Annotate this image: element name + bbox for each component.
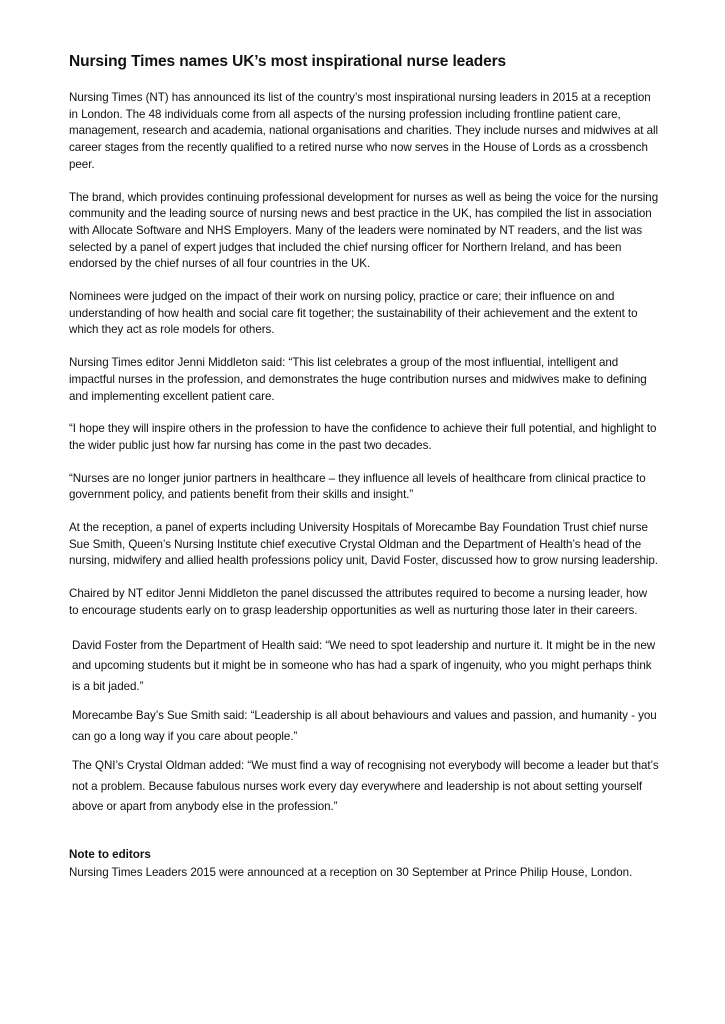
quote-david-foster: David Foster from the Department of Health said: “We need to spot leadership and nurture it. It might be in the new and upcoming students but it might be in someone who has had a spark of ingenuity, who you might perhaps think is a bit jaded.” (72, 638, 656, 693)
document-page (69, 52, 659, 883)
paragraph-inspire-quote: “I hope they will inspire others in the profession to have the confidence to achieve their full potential, and highlight to the wider public just how far nursing has come in the past two decades. (69, 422, 657, 452)
paragraph-partners-quote: “Nurses are no longer junior partners in healthcare – they influence all levels of healthcare from clinical practice to government policy, and patients benefit from their skills and insight.” (69, 471, 646, 502)
paragraph-reception: At the reception, a panel of experts including University Hospitals of Morecambe Bay Foundation Trust chief nurse Sue Smith, Queen’s Nursing Institute chief executive Crystal Oldman and the Department of Health’s head of the nursing, midwifery and allied health professions policy unit, David Foster, discussed how to grow nursing leadership. (69, 521, 658, 568)
document-title: Nursing Times names UK’s most inspirational nurse leaders (69, 53, 507, 70)
paragraph-panel: Chaired by NT editor Jenni Middleton the panel discussed the attributes required to become a nursing leader, how to encourage students early on to grasp leadership opportunities as well as nurturing those later in their careers. (69, 587, 648, 617)
panel-quotes (72, 636, 659, 818)
paragraph-brand: The brand, which provides continuing professional development for nurses as well as being the voice for the nursing community and the leading source of nursing news and best practice in the UK, has compiled the list in association with Allocate Software and NHS Employers. Many of the leaders were nominated by NT readers, and the list was selected by a panel of expert judges that included the chief nursing officer for Northern Ireland, and has been endorsed by the chief nurses of all four countries in the UK. (69, 190, 659, 271)
note-body: Nursing Times Leaders 2015 were announced at a reception on 30 September at Prince Philip House, London. (69, 865, 633, 879)
quote-sue-smith: Morecambe Bay’s Sue Smith said: “Leadership is all about behaviours and values and passion, and humanity - you can go a long way if you care about people.” (72, 709, 657, 743)
note-to-editors (69, 846, 659, 883)
note-heading: Note to editors (69, 847, 151, 861)
paragraph-nominees: Nominees were judged on the impact of their work on nursing policy, practice or care; their influence on and understanding of how health and social care fit together; the sustainability of their achievement and the extent to which they act as role models for others. (69, 290, 638, 337)
paragraph-editor-quote: Nursing Times editor Jenni Middleton said: “This list celebrates a group of the most influential, intelligent and impactful nurses in the profession, and demonstrates the huge contribution nurses and midwives make to defining and implementing excellent patient care. (69, 356, 647, 403)
quote-crystal-oldman: The QNI’s Crystal Oldman added: “We must find a way of recognising not everybody will become a leader but that’s not a problem. Because fabulous nurses work every day everywhere and leadership is not about setting yourself above or apart from anybody else in the profession.” (72, 759, 659, 814)
paragraph-announcement: Nursing Times (NT) has announced its list of the country’s most inspirational nursing leaders in 2015 at a reception in London. The 48 individuals come from all aspects of the nursing profession including frontline patient care, management, research and academia, national organisations and charities. They include nurses and midwives at all career stages from the recently qualified to a retired nurse who now serves in the House of Lords as a crossbench peer. (69, 91, 659, 171)
